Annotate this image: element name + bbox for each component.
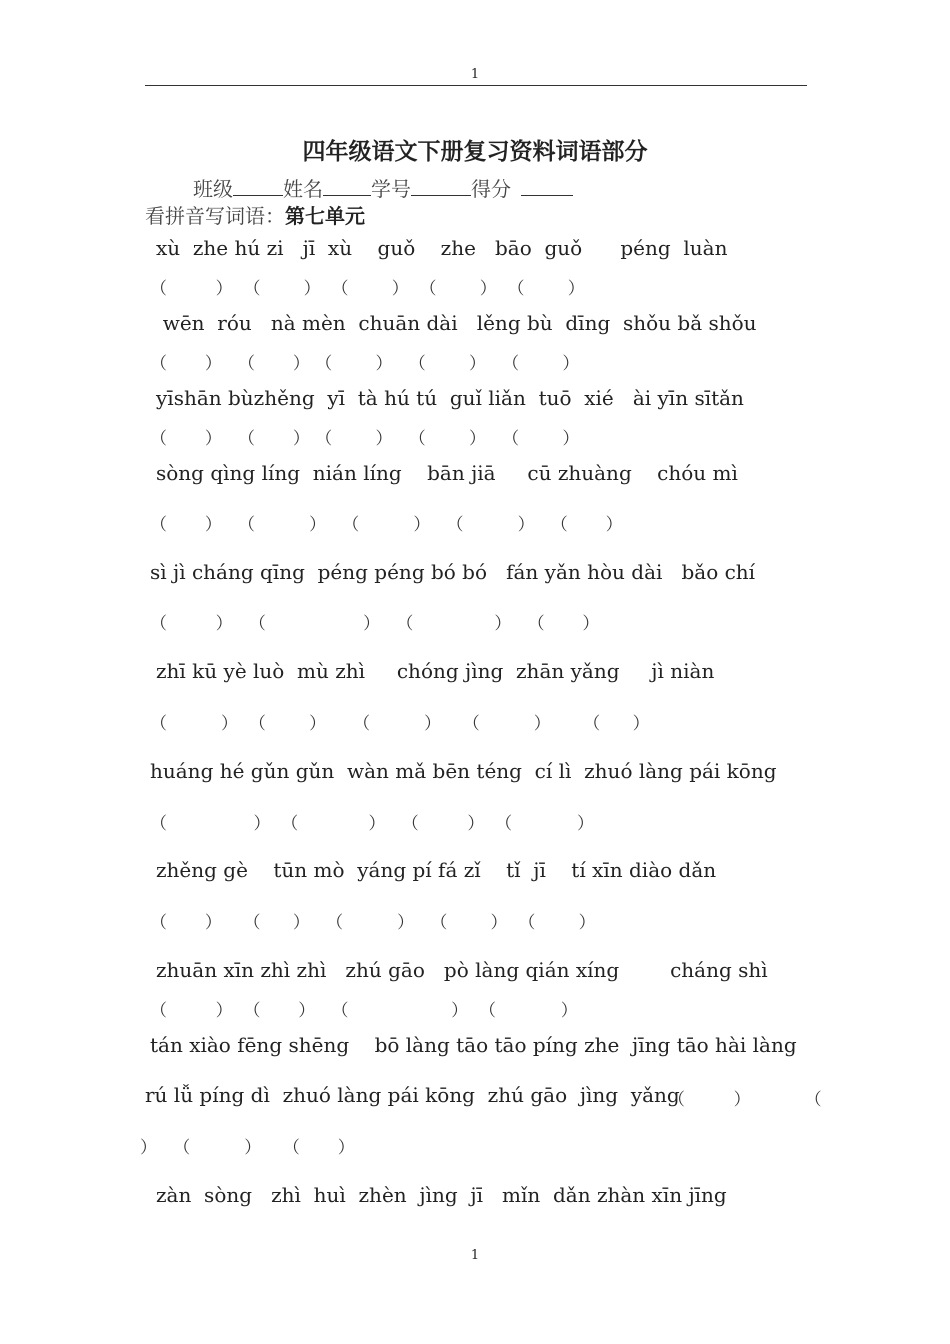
pinyin-line: zhuān xīn zhì zhì zhú gāo pò làng qián xíng cháng shì [156,958,768,982]
bracket-line: （ ） （ ） （ ） （ ） [150,614,600,634]
bracket-line: （ ） （ ） （ ） （ ） （ ） [150,354,580,374]
unit-title: 第七单元 [285,204,365,228]
class-label: 班级 [193,177,233,201]
pinyin-line: rú lǚ píng dì zhuó làng pái kōng zhú gāo jìng yǎng [145,1083,680,1107]
pinyin-line: zhěng gè tūn mò yáng pí fá zǐ tǐ jī tí xīn diào dǎn [156,858,717,882]
pinyin-line: zhī kū yè luò mù zhì chóng jìng zhān yǎng jì niàn [156,659,715,683]
name-label: 姓名 [283,177,323,201]
score-blank [521,175,573,196]
student-id-label: 学号 [371,177,411,201]
bracket-line: （ ） （ ） （ ） （ ） （ ） [150,515,623,535]
pinyin-line: zàn sòng zhì huì zhèn jìng jī mǐn dǎn zhàn xīn jīng [156,1183,727,1207]
pinyin-line: wēn róu nà mèn chuān dài lěng bù dīng shǒu bǎ shǒu [150,311,757,335]
page-title: 四年级语文下册复习资料词语部分 [302,138,648,165]
header-divider [145,85,807,86]
bracket-line: （ ） （ ） （ ） （ ） （ ） [150,913,596,933]
bracket-line: （ ） （ [668,1090,822,1110]
pinyin-line: tán xiào fēng shēng bō làng tāo tāo píng zhe jīng tāo hài làng [150,1033,797,1057]
pinyin-line: sòng qìng líng nián líng bān jiā cū zhuàng chóu mì [156,461,738,485]
student-info-row [193,173,573,202]
bracket-line: （ ） （ ） （ ） （ ） （ ） [150,714,650,734]
pinyin-line: huáng hé gǔn gǔn wàn mǎ bēn téng cí lì zhuó làng pái kōng [150,759,777,783]
bracket-line: （ ） （ ） （ ） （ ） [150,814,595,834]
section-intro: 看拼音写词语： [145,204,285,228]
class-blank [233,175,283,196]
bracket-line: （ ） （ ） （ ） （ ） [150,1001,578,1021]
bracket-line: ） （ ） （ ） [140,1138,355,1158]
section-heading [145,200,365,229]
name-blank [323,175,371,196]
header-page-number: 1 [470,67,480,82]
score-label: 得分 [471,177,511,201]
bracket-line: （ ） （ ） （ ） （ ） （ ） [150,429,580,449]
pinyin-line: sì jì cháng qīng péng péng bó bó fán yǎn hòu dài bǎo chí [150,560,756,584]
bracket-line: （ ） （ ） （ ） （ ） （ ） [150,279,585,299]
pinyin-line: xù zhe hú zi jī xù guǒ zhe bāo guǒ péng luàn [156,236,728,260]
pinyin-line: yīshān bùzhěng yī tà hú tú guǐ liǎn tuō xié ài yīn sītǎn [156,386,744,410]
footer-page-number: 1 [470,1248,480,1263]
student-id-blank [411,175,471,196]
